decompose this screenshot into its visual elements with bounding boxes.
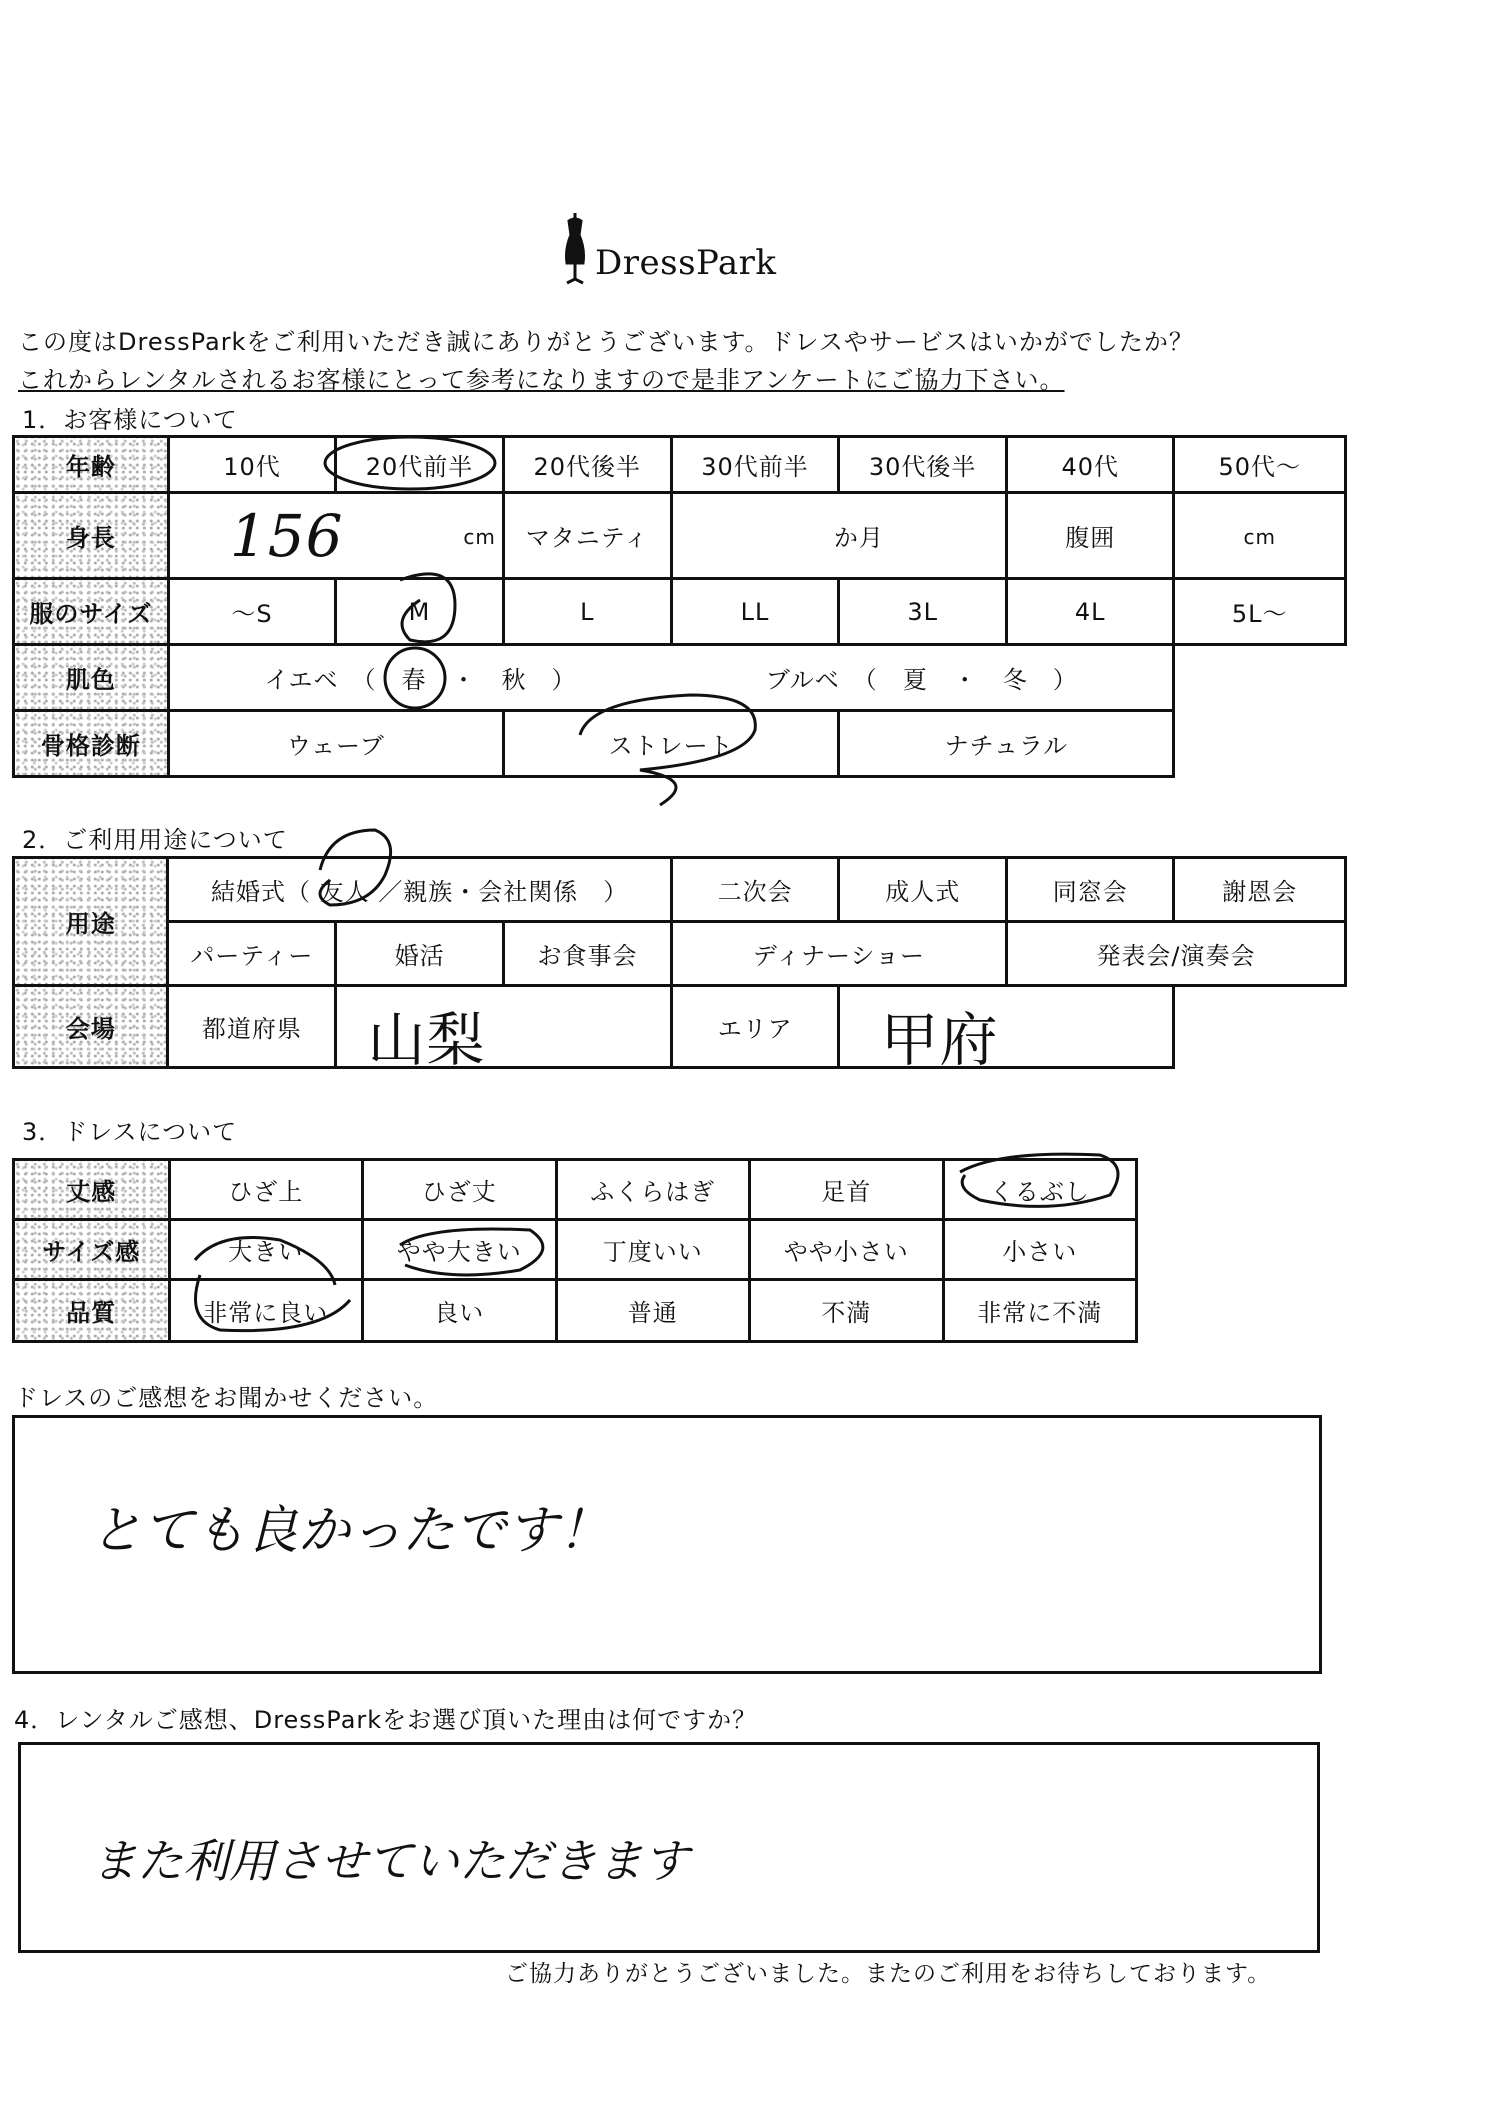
size-option[interactable]: 4L bbox=[1007, 579, 1174, 645]
purpose-option[interactable]: パーティー bbox=[168, 922, 336, 986]
fit-option[interactable]: やや小さい bbox=[750, 1220, 943, 1280]
height-value: 156 bbox=[229, 502, 344, 570]
skin-autumn[interactable]: 秋 bbox=[501, 666, 527, 694]
purpose-option[interactable]: 謝恩会 bbox=[1174, 858, 1346, 922]
purpose-label: 用途 bbox=[14, 858, 168, 986]
size-label: 服のサイズ bbox=[14, 579, 169, 645]
age-option[interactable]: 30代後半 bbox=[839, 437, 1007, 493]
height-label: 身長 bbox=[14, 493, 169, 579]
intro-line-1: この度はDressParkをご利用いただき誠にありがとうございます。ドレスやサービスはいかがでしたか？ bbox=[18, 328, 1194, 356]
quality-option[interactable]: 不満 bbox=[750, 1280, 943, 1342]
skin-winter[interactable]: 冬 bbox=[1002, 666, 1028, 694]
length-option[interactable]: ふくらはぎ bbox=[556, 1160, 749, 1220]
wedding-option[interactable]: 結婚式（ 友人 ／親族・会社関係 ） bbox=[168, 858, 672, 922]
months-unit: か月 bbox=[833, 524, 884, 552]
fit-option[interactable]: 大きい bbox=[169, 1220, 362, 1280]
circle-mark-fit bbox=[400, 1229, 543, 1275]
height-unit: cm bbox=[463, 524, 496, 549]
venue-label: 会場 bbox=[14, 986, 168, 1068]
circle-mark-quality bbox=[195, 1238, 350, 1331]
size-option[interactable]: L bbox=[503, 579, 671, 645]
length-label: 丈感 bbox=[14, 1160, 170, 1220]
circle-mark-purpose bbox=[320, 830, 391, 905]
age-option[interactable]: 40代 bbox=[1007, 437, 1174, 493]
skin-yellow-label: イエベ bbox=[264, 666, 339, 694]
comment-text: とても良かったです！ bbox=[90, 1501, 611, 1561]
skin-blue[interactable]: ブルベ （ 夏 ・ 冬 ） bbox=[671, 645, 1174, 711]
maternity-label: マタニティ bbox=[503, 493, 671, 579]
frame-option[interactable]: ナチュラル bbox=[839, 711, 1174, 777]
age-option[interactable]: 50代～ bbox=[1174, 437, 1346, 493]
age-option[interactable]: 30代前半 bbox=[671, 437, 839, 493]
wedding-label: 結婚式 bbox=[211, 878, 287, 906]
skin-yellow[interactable]: イエベ （ 春 ・ 秋 ） bbox=[168, 645, 671, 711]
length-option[interactable]: 足首 bbox=[750, 1160, 943, 1220]
area-value: 甲府 bbox=[880, 1006, 999, 1074]
section3-title: 3．ドレスについて bbox=[22, 1118, 238, 1146]
section4-title: 4．レンタルご感想、DressParkをお選び頂いた理由は何ですか？ bbox=[14, 1706, 758, 1734]
size-option[interactable]: ～S bbox=[168, 579, 335, 645]
quality-option[interactable]: 非常に不満 bbox=[943, 1280, 1137, 1342]
circle-mark-skin bbox=[385, 648, 445, 708]
length-option[interactable]: ひざ上 bbox=[169, 1160, 362, 1220]
footer-thanks: ご協力ありがとうございました。またのご利用をお待ちしております。 bbox=[505, 1961, 1272, 1987]
circle-mark-frame bbox=[580, 695, 755, 805]
intro-line-2: これからレンタルされるお客様にとって参考になりますので是非アンケートにご協力下さい。 bbox=[18, 366, 1065, 394]
fit-label: サイズ感 bbox=[14, 1220, 170, 1280]
size-option[interactable]: M bbox=[336, 579, 504, 645]
size-option[interactable]: 3L bbox=[839, 579, 1007, 645]
waist-unit: cm bbox=[1243, 524, 1276, 549]
length-option[interactable]: ひざ丈 bbox=[363, 1160, 556, 1220]
fit-option[interactable]: 小さい bbox=[943, 1220, 1137, 1280]
purpose-option[interactable]: 二次会 bbox=[671, 858, 839, 922]
area-label: エリア bbox=[671, 986, 839, 1068]
skin-summer[interactable]: 夏 bbox=[902, 666, 928, 694]
length-option[interactable]: くるぶし bbox=[943, 1160, 1137, 1220]
purpose-option[interactable]: 発表会/演奏会 bbox=[1006, 922, 1345, 986]
section2-title: 2．ご利用用途について bbox=[22, 826, 288, 854]
circle-mark-age bbox=[325, 437, 495, 489]
quality-option[interactable]: 非常に良い bbox=[169, 1280, 362, 1342]
skin-spring[interactable]: 春 bbox=[401, 666, 427, 694]
waist-label: 腹囲 bbox=[1007, 493, 1174, 579]
circle-mark-length bbox=[960, 1154, 1118, 1206]
frame-label: 骨格診断 bbox=[14, 711, 169, 777]
fit-option[interactable]: やや大きい bbox=[363, 1220, 556, 1280]
relatives-option[interactable]: 親族・会社関係 bbox=[403, 878, 579, 906]
size-option[interactable]: LL bbox=[671, 579, 839, 645]
quality-label: 品質 bbox=[14, 1280, 170, 1342]
age-label: 年齢 bbox=[14, 437, 169, 493]
purpose-option[interactable]: お食事会 bbox=[504, 922, 672, 986]
purpose-option[interactable]: 婚活 bbox=[336, 922, 504, 986]
reason-text: また利用させていただきます bbox=[91, 1834, 689, 1888]
age-option[interactable]: 20代前半 bbox=[336, 437, 504, 493]
frame-option[interactable]: ストレート bbox=[503, 711, 838, 777]
purpose-option[interactable]: 同窓会 bbox=[1006, 858, 1174, 922]
prefecture-value: 山梨 bbox=[367, 1006, 486, 1074]
frame-option[interactable]: ウェーブ bbox=[168, 711, 503, 777]
purpose-option[interactable]: 成人式 bbox=[839, 858, 1007, 922]
quality-option[interactable]: 良い bbox=[363, 1280, 556, 1342]
size-option[interactable]: 5L～ bbox=[1174, 579, 1346, 645]
friend-option[interactable]: 友人 bbox=[319, 878, 370, 906]
brand-name: DressPark bbox=[595, 243, 777, 283]
section1-title: 1．お客様について bbox=[22, 406, 238, 434]
comment-prompt: ドレスのご感想をお聞かせください。 bbox=[14, 1384, 439, 1412]
age-option[interactable]: 10代 bbox=[168, 437, 335, 493]
skin-label: 肌色 bbox=[14, 645, 169, 711]
prefecture-label: 都道府県 bbox=[168, 986, 336, 1068]
skin-blue-label: ブルベ bbox=[765, 666, 840, 694]
quality-option[interactable]: 普通 bbox=[556, 1280, 749, 1342]
purpose-option[interactable]: ディナーショー bbox=[671, 922, 1006, 986]
fit-option[interactable]: 丁度いい bbox=[556, 1220, 749, 1280]
age-option[interactable]: 20代後半 bbox=[503, 437, 671, 493]
circle-mark-size bbox=[400, 574, 455, 642]
